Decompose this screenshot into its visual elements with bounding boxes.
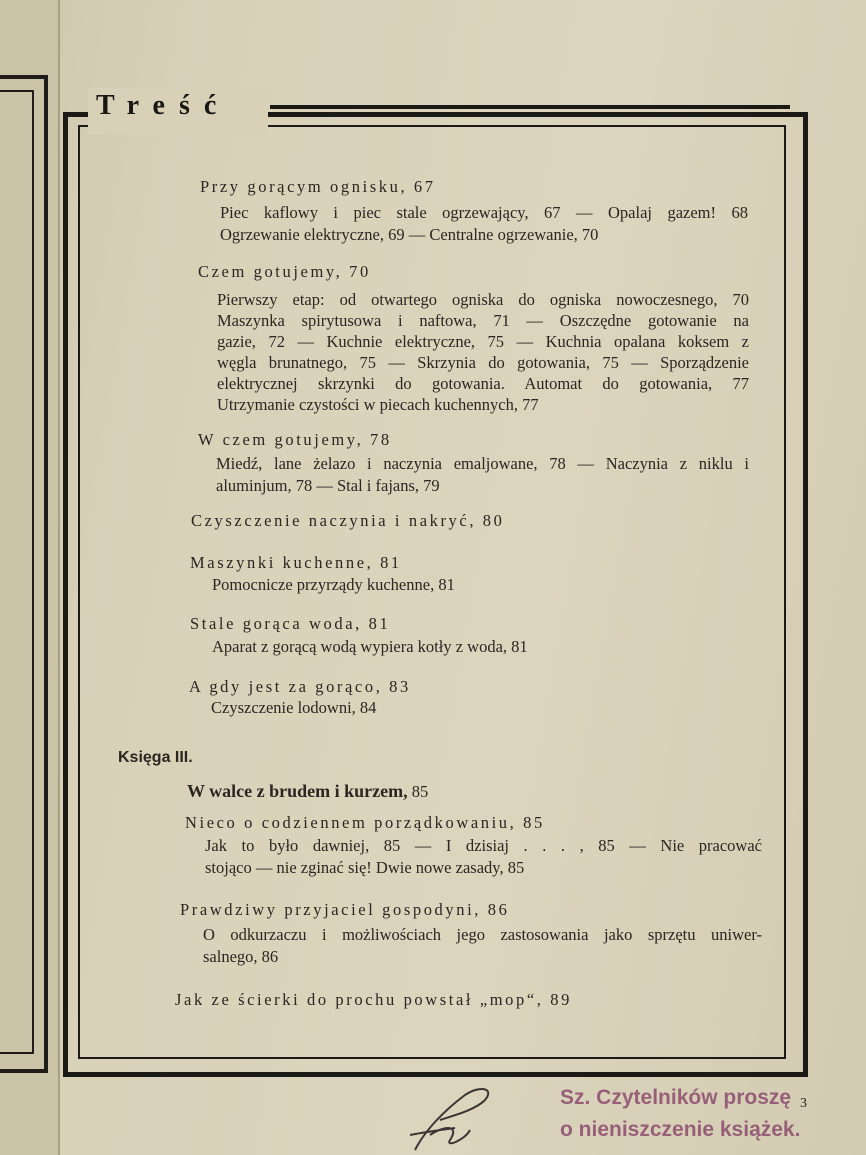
page-number: 3 xyxy=(800,1096,807,1111)
toc-line: Utrzymanie czystości w piecach kuchennych, 77 xyxy=(217,395,539,414)
toc-line: Piec kaflowy i piec stale ogrzewający, 67 — Opalaj gazem! 68 xyxy=(220,203,748,222)
toc-heading: Czem gotujemy, 70 xyxy=(198,262,371,281)
book-title-page: 85 xyxy=(411,782,429,801)
library-stamp-line1: Sz. Czytelników proszę xyxy=(560,1086,792,1109)
toc-line: aluminjum, 78 — Stal i fajans, 79 xyxy=(216,476,440,495)
title-rule xyxy=(270,105,790,109)
signature-icon xyxy=(395,1080,505,1155)
book-title: W walce z brudem i kurzem, xyxy=(187,781,408,801)
toc-line: Pomocnicze przyrządy kuchenne, 81 xyxy=(212,575,455,594)
toc-heading: Stale gorąca woda, 81 xyxy=(190,614,391,633)
page-title: Treść xyxy=(96,90,231,121)
title-rule-thin xyxy=(270,113,780,115)
toc-line: Pierwszy etap: od otwartego ogniska do ogniska nowoczesnego, 70 xyxy=(217,290,749,309)
toc-line: Jak to było dawniej, 85 — I dzisiaj . . . , 85 — Nie pracować xyxy=(205,836,762,855)
toc-line: Miedź, lane żelazo i naczynia emaljowane, 78 — Naczynia z niklu i xyxy=(216,454,749,473)
book-label: Księga III. xyxy=(118,749,193,766)
toc-line: O odkurzaczu i możliwościach jego zastosowania jako sprzętu uniwer- xyxy=(203,925,762,944)
toc-line: Aparat z gorącą wodą wypiera kotły z woda, 81 xyxy=(212,637,528,656)
facing-page-edge xyxy=(0,0,60,1155)
toc-heading: Czyszczenie naczynia i nakryć, 80 xyxy=(191,511,505,530)
toc-heading: W czem gotujemy, 78 xyxy=(198,430,392,449)
toc-line: węgla brunatnego, 75 — Skrzynia do gotowania, 75 — Sporządzenie xyxy=(217,353,749,372)
toc-heading: Nieco o codziennem porządkowaniu, 85 xyxy=(185,813,545,832)
toc-heading: Maszynki kuchenne, 81 xyxy=(190,553,402,572)
library-stamp-line2: o nieniszczenie książek. xyxy=(560,1118,801,1141)
toc-line: stojąco — nie zginać się! Dwie nowe zasady, 85 xyxy=(205,858,525,877)
toc-line: Czyszczenie lodowni, 84 xyxy=(211,698,377,717)
toc-heading: Jak ze ścierki do prochu powstał „mop“, 89 xyxy=(175,990,572,1009)
toc-line: Maszynka spirytusowa i naftowa, 71 — Oszczędne gotowanie na xyxy=(217,311,749,330)
toc-line: gazie, 72 — Kuchnie elektryczne, 75 — Kuchnia opalana koksem z xyxy=(217,332,749,351)
toc-line: Ogrzewanie elektryczne, 69 — Centralne ogrzewanie, 70 xyxy=(220,225,599,244)
toc-line: elektrycznej skrzynki do gotowania. Automat do gotowania, 77 xyxy=(217,374,749,393)
toc-heading: Przy gorącym ognisku, 67 xyxy=(200,177,436,196)
toc-line: salnego, 86 xyxy=(203,947,279,966)
toc-heading: A gdy jest za gorąco, 83 xyxy=(189,677,411,696)
toc-heading: Prawdziwy przyjaciel gospodyni, 86 xyxy=(180,900,510,919)
